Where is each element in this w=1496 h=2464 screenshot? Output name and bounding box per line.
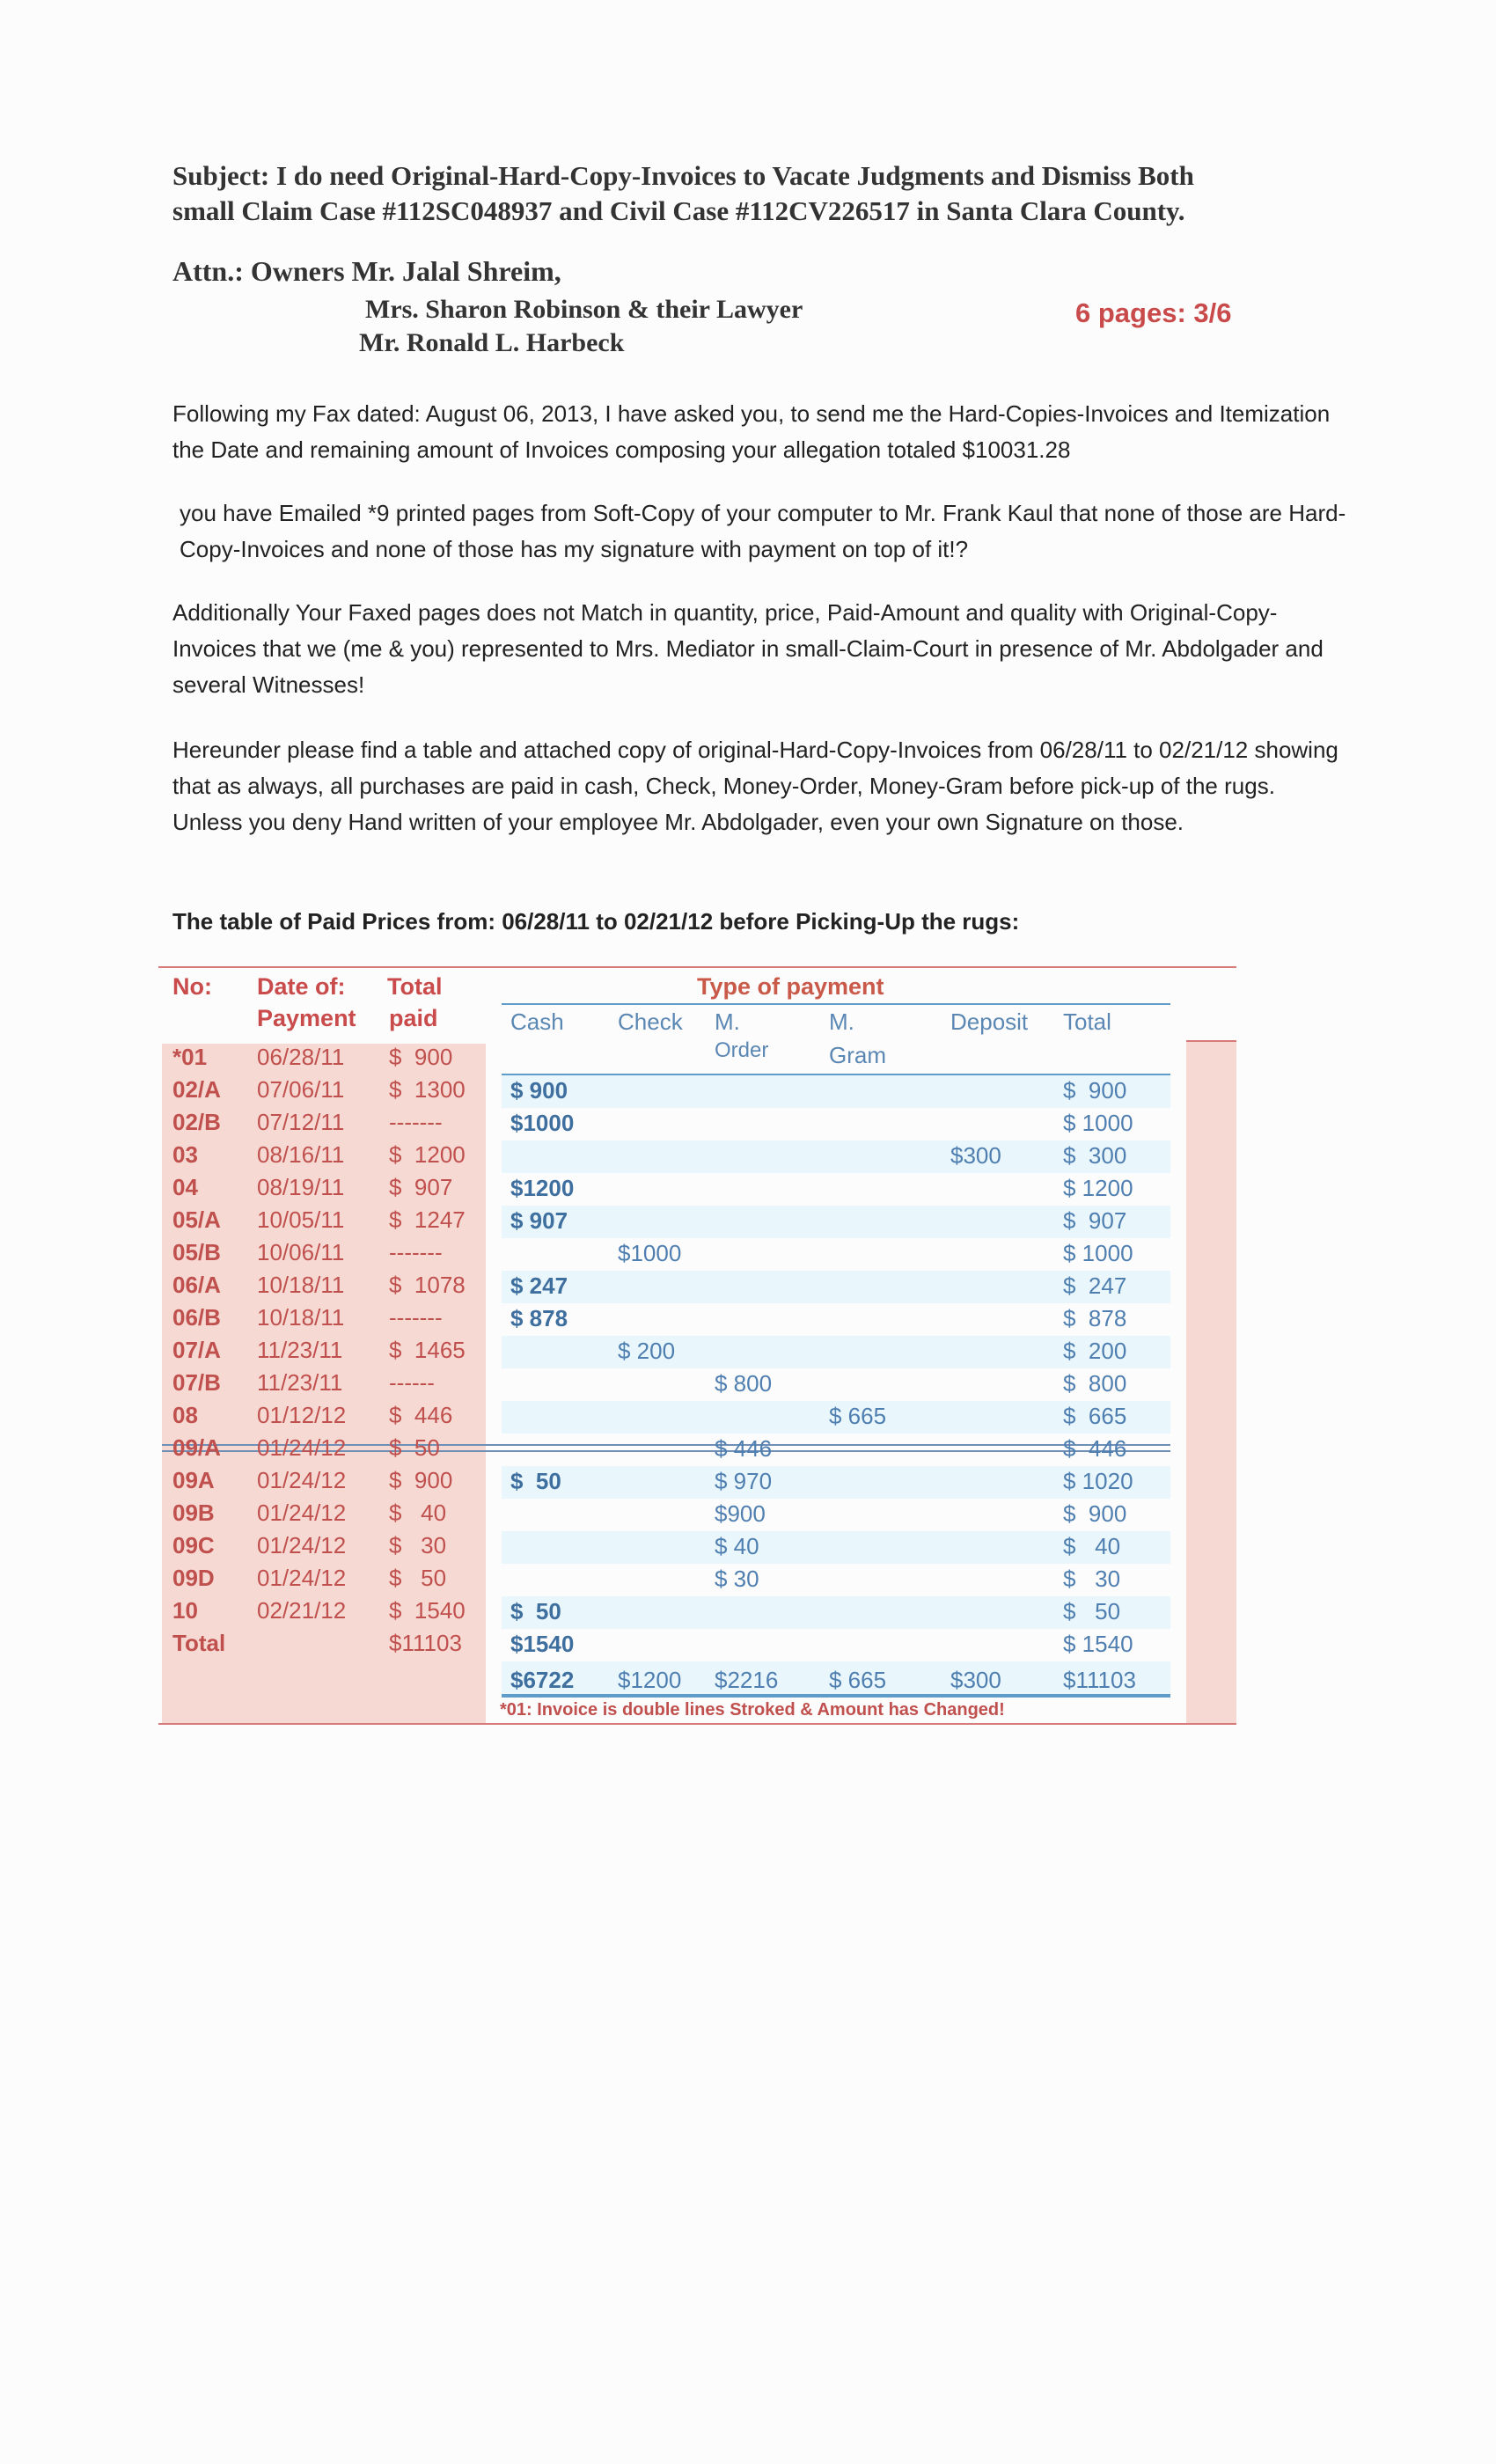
paragraph-3: Additionally Your Faxed pages does not Match in quantity, price, Paid-Amount and quality with Original-Copy-Invoices that we (me & you) represented to Mrs. Mediator in small-Claim-Court in presence of Mr. Abdolgader and several Witnesses! [172, 599, 1324, 698]
col-header-date-of: Date of: [257, 973, 346, 1000]
row-paid: $ 1465 [389, 1337, 466, 1363]
row-morder: $ 970 [715, 1468, 773, 1494]
row-number: 08 [172, 1402, 198, 1428]
row-date: 02/21/12 [257, 1597, 347, 1624]
row-number: *01 [172, 1044, 208, 1070]
row-number: 09B [172, 1500, 215, 1526]
row-date: 07/06/11 [257, 1076, 345, 1103]
row-paid: $ 30 [389, 1532, 447, 1558]
row-cash: $1200 [510, 1175, 575, 1201]
row-paid: ------- [389, 1239, 443, 1265]
row-paid: $ 446 [389, 1402, 453, 1428]
row-paid: ------ [389, 1369, 435, 1396]
col-header-m-gram-1: M. [829, 1008, 854, 1035]
row-paid: $ 1540 [389, 1597, 466, 1624]
row-number: Total [172, 1630, 226, 1656]
row-morder: $ 30 [715, 1566, 759, 1592]
row-number: 09D [172, 1565, 215, 1591]
row-number: 09A [172, 1467, 215, 1493]
row-paid: $ 1200 [389, 1141, 466, 1168]
row-date: 11/23/11 [257, 1337, 343, 1363]
row-date: 10/18/11 [257, 1304, 345, 1331]
row-number: 02/A [172, 1076, 221, 1103]
totals-deposit: $300 [950, 1667, 1001, 1693]
row-cash: $ 50 [510, 1468, 561, 1494]
row-total: $ 1540 [1063, 1631, 1133, 1657]
row-number: 07/B [172, 1369, 221, 1396]
row-check: $ 200 [618, 1338, 676, 1364]
row-total: $ 1200 [1063, 1175, 1133, 1201]
row-paid: $ 1247 [389, 1206, 466, 1233]
row-cash: $ 900 [510, 1077, 568, 1104]
totals-cash: $6722 [510, 1667, 575, 1693]
row-total: $ 1020 [1063, 1468, 1133, 1494]
row-date: 07/12/11 [257, 1109, 345, 1135]
row-paid: $ 900 [389, 1467, 453, 1493]
row-paid: ------- [389, 1304, 443, 1331]
col-header-payment: Payment [257, 1005, 356, 1031]
row-date: 06/28/11 [257, 1044, 345, 1070]
col-header-no: No: [172, 973, 212, 1000]
row-date: 08/19/11 [257, 1174, 345, 1200]
row-total: $ 446 [1063, 1435, 1127, 1462]
row-number: 06/B [172, 1304, 221, 1331]
col-header-deposit: Deposit [950, 1008, 1029, 1035]
totals-total: $11103 [1063, 1667, 1136, 1693]
row-paid: $ 900 [389, 1044, 453, 1070]
row-number: 09/A [172, 1434, 221, 1461]
row-morder: $900 [715, 1500, 766, 1527]
totals-mgram: $ 665 [829, 1667, 887, 1693]
top-border [158, 966, 1236, 968]
col-header-total: Total [387, 973, 443, 1000]
right-band-top-rule [1186, 1040, 1236, 1042]
row-total: $ 40 [1063, 1533, 1121, 1559]
row-cash: $1000 [510, 1110, 575, 1136]
row-date: 01/24/12 [257, 1434, 347, 1461]
row-number: 02/B [172, 1109, 221, 1135]
col-header-m-order-1: M. [715, 1008, 740, 1035]
payment-table [158, 966, 1236, 1732]
col-header-cash: Cash [510, 1008, 564, 1035]
row-number: 03 [172, 1141, 198, 1168]
col-header-m-gram-2: Gram [829, 1042, 886, 1068]
row-total: $ 665 [1063, 1403, 1127, 1429]
row-morder: $ 800 [715, 1370, 773, 1397]
row-total: $ 900 [1063, 1500, 1127, 1527]
row-paid: $ 1300 [389, 1076, 466, 1103]
row-cash: $ 907 [510, 1207, 568, 1234]
right-pink-band [1186, 1042, 1236, 1723]
row-cash: $1540 [510, 1631, 575, 1657]
col-header-check: Check [618, 1008, 683, 1035]
type-header-rule [502, 1003, 1170, 1005]
row-date: 11/23/11 [257, 1369, 343, 1396]
col-header-m-order-2: Order [715, 1038, 769, 1062]
row-total: $ 300 [1063, 1142, 1127, 1169]
row-date: 01/24/12 [257, 1467, 347, 1493]
row-mgram: $ 665 [829, 1403, 887, 1429]
footnote: *01: Invoice is double lines Stroked & Amount has Changed! [500, 1700, 1005, 1720]
totals-bottom-rule [502, 1696, 1170, 1698]
row-date: 01/12/12 [257, 1402, 347, 1428]
row-paid: $ 40 [389, 1500, 447, 1526]
row-number: 04 [172, 1174, 198, 1200]
row-paid: $ 1078 [389, 1272, 466, 1298]
row-date: 01/24/12 [257, 1532, 347, 1558]
row-date: 01/24/12 [257, 1565, 347, 1591]
row-number: 07/A [172, 1337, 221, 1363]
row-total: $ 200 [1063, 1338, 1127, 1364]
subject-line-1: Subject: I do need Original-Hard-Copy-Invoices to Vacate Judgments and Dismiss Both [172, 160, 1194, 191]
row-deposit: $300 [950, 1142, 1001, 1169]
row-paid: $11103 [389, 1630, 462, 1656]
bottom-border [158, 1723, 1236, 1725]
attn-line-1: Attn.: Owners Mr. Jalal Shreim, [172, 255, 561, 287]
row-total: $ 1000 [1063, 1240, 1133, 1266]
paragraph-4: Hereunder please find a table and attached copy of original-Hard-Copy-Invoices from 06/28/11 to 02/21/12 showing that as always, all purchases are paid in cash, Check, Money-Order, Money-Gram before pick-up of the rugs. Unless you deny Hand written of your employee Mr. Abdolgader, even your own Signature on those. [172, 737, 1338, 835]
row-number: 05/B [172, 1239, 221, 1265]
row-number: 09C [172, 1532, 215, 1558]
row-date: 10/06/11 [257, 1239, 345, 1265]
row-date: 10/05/11 [257, 1206, 345, 1233]
row-total: $ 907 [1063, 1207, 1127, 1234]
row-total: $ 900 [1063, 1077, 1127, 1104]
row-date: 01/24/12 [257, 1500, 347, 1526]
paragraph-2: you have Emailed *9 printed pages from Soft-Copy of your computer to Mr. Frank Kaul that none of those are Hard-Copy-Invoices and none of those has my signature with payment on top of it!? [180, 500, 1346, 562]
row-cash: $ 247 [510, 1272, 568, 1299]
table-title: The table of Paid Prices from: 06/28/11 to 02/21/12 before Picking-Up the rugs: [172, 908, 1020, 935]
row-date: 08/16/11 [257, 1141, 345, 1168]
header-bottom-rule [502, 1074, 1170, 1075]
paragraph-1: Following my Fax dated: August 06, 2013, I have asked you, to send me the Hard-Copies-Invoices and Itemization the Date and remaining amount of Invoices composing your allegation totaled $10031.28 [172, 400, 1331, 463]
row-paid: $ 50 [389, 1434, 440, 1461]
row-total: $ 30 [1063, 1566, 1121, 1592]
row-total: $ 247 [1063, 1272, 1127, 1299]
row-cash: $ 50 [510, 1598, 561, 1624]
row-number: 05/A [172, 1206, 221, 1233]
row-paid: $ 907 [389, 1174, 453, 1200]
row-total: $ 878 [1063, 1305, 1127, 1331]
row-paid: ------- [389, 1109, 443, 1135]
subject [172, 158, 1334, 229]
col-header-total-col: Total [1063, 1008, 1111, 1035]
row-paid: $ 50 [389, 1565, 447, 1591]
col-header-paid: paid [389, 1005, 438, 1031]
row-date: 10/18/11 [257, 1272, 345, 1298]
subject-line-2: small Claim Case #112SC048937 and Civil Case #112CV226517 in Santa Clara County. [172, 195, 1185, 226]
row-morder: $ 40 [715, 1533, 759, 1559]
row-total: $ 50 [1063, 1598, 1121, 1624]
row-number: 10 [172, 1597, 198, 1624]
page-count: 6 pages: 3/6 [1075, 297, 1232, 328]
totals-check: $1200 [618, 1667, 682, 1693]
row-morder: $ 446 [715, 1435, 773, 1462]
totals-morder: $2216 [715, 1667, 779, 1693]
attn-line-3: Mr. Ronald L. Harbeck [359, 328, 625, 357]
row-check: $1000 [618, 1240, 682, 1266]
row-number: 06/A [172, 1272, 221, 1298]
col-header-type-of-payment: Type of payment [697, 973, 884, 1000]
row-total: $ 1000 [1063, 1110, 1133, 1136]
row-cash: $ 878 [510, 1305, 568, 1331]
row-total: $ 800 [1063, 1370, 1127, 1397]
attn-line-2: Mrs. Sharon Robinson & their Lawyer [365, 295, 803, 324]
